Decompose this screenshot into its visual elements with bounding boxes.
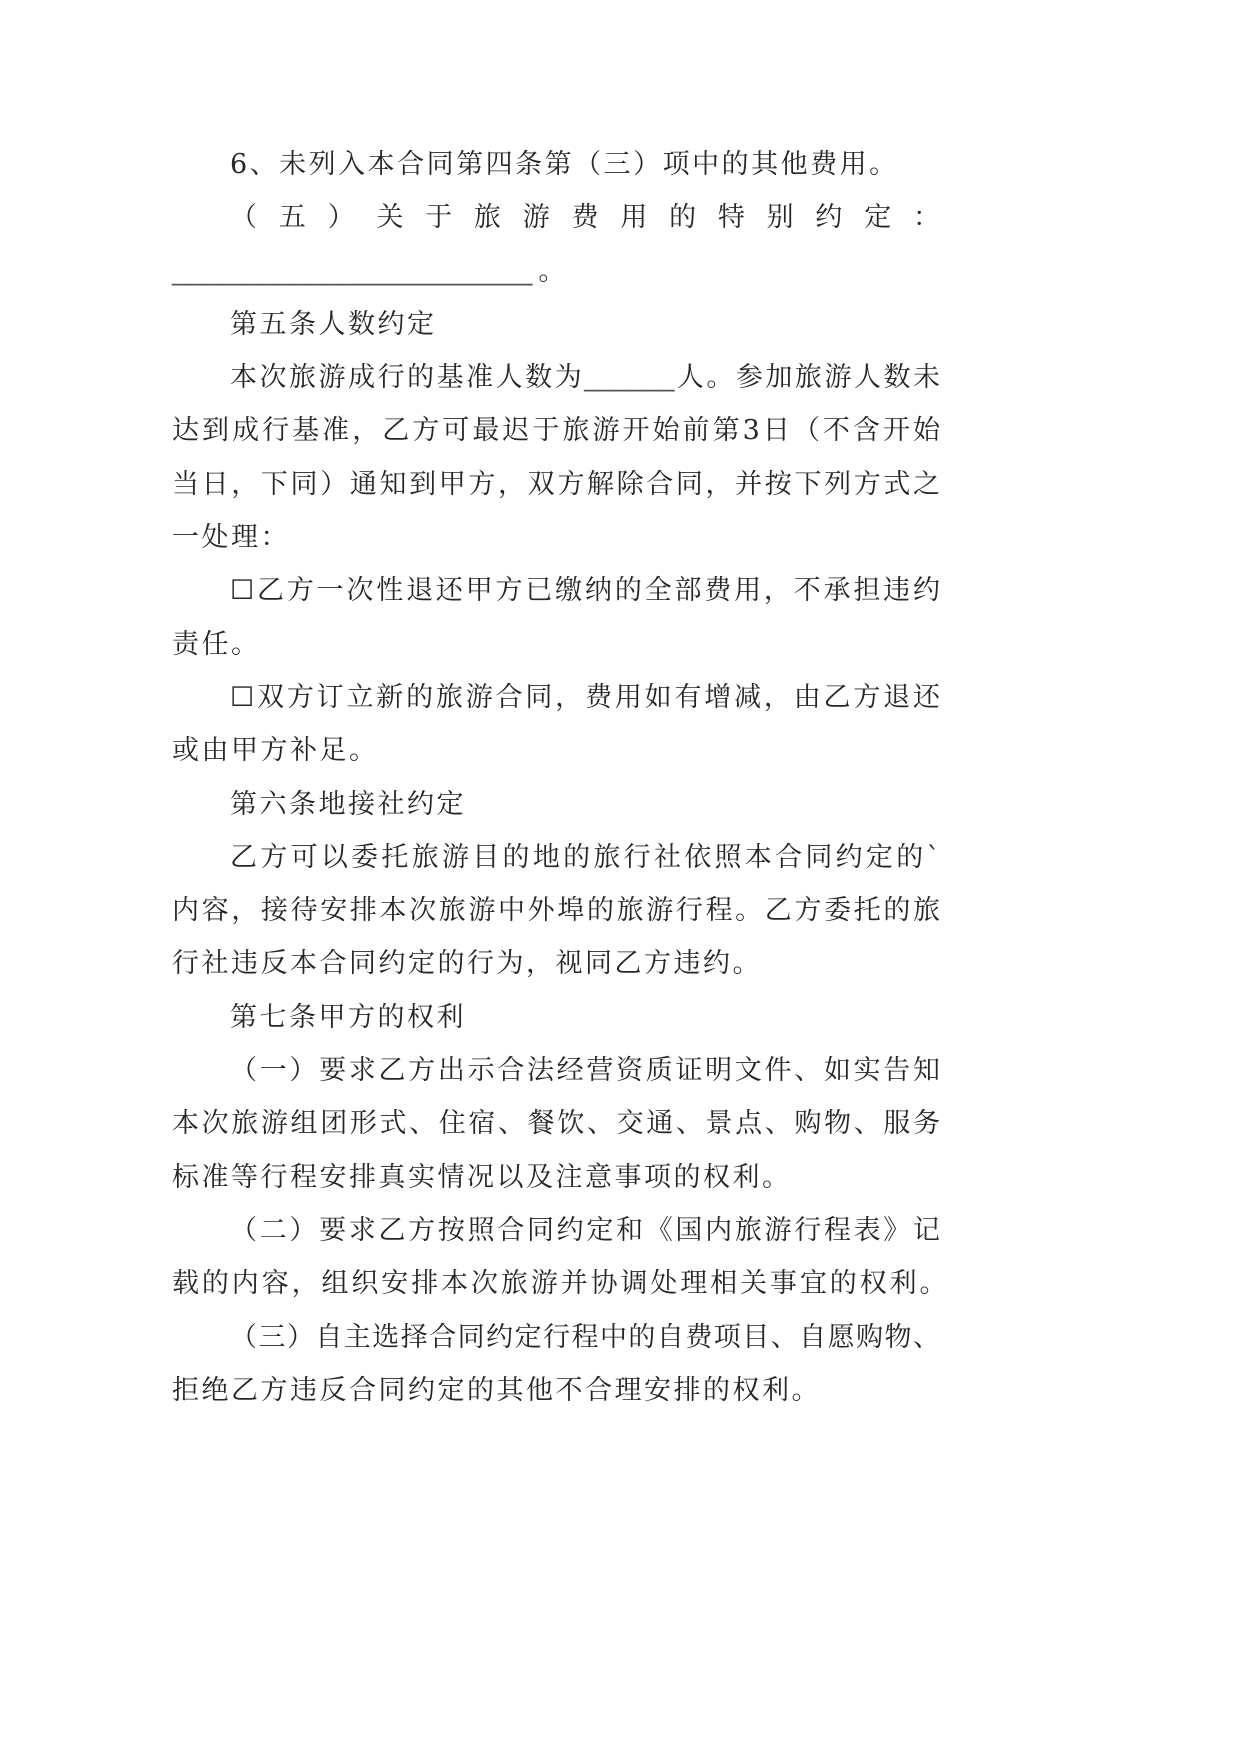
option-new-contract-line-2: 或由甲方补足。 — [172, 735, 379, 767]
option-new-contract-line-1: ☐双方订立新的旅游合同，费用如有增减，由乙方退还 — [230, 681, 940, 713]
right-1-line-3: 标准等行程安排真实情况以及注意事项的权利。 — [172, 1161, 792, 1193]
article-5-line-2: 达到成行基准，乙方可最迟于旅游开始前第3日（不含开始 — [172, 415, 940, 447]
participant-count-blank: ______ — [584, 362, 675, 393]
article-7-right-3 — [172, 1311, 940, 1418]
article-5-title: 第五条人数约定 — [230, 308, 437, 340]
article-7-right-2 — [172, 1204, 950, 1311]
article-6-line-1: 乙方可以委托旅游目的地的旅行社依照本合同约定的` — [230, 841, 940, 873]
article-6-title: 第六条地接社约定 — [230, 788, 466, 820]
fill-in-blank: ________________________ — [172, 255, 533, 286]
right-3-line-2: 拒绝乙方违反合同约定的其他不合理安排的权利。 — [172, 1374, 821, 1406]
fee-item-6-line-1: 6、未列入本合同第四条第（三）项中的其他费用。 — [230, 149, 899, 180]
right-1-line-2: 本次旅游组团形式、住宿、餐饮、交通、景点、购物、服务 — [172, 1108, 940, 1140]
article-5-line-3: 当日，下同）通知到甲方，双方解除合同，并按下列方式之 — [172, 468, 940, 500]
article-7-right-1 — [172, 1044, 940, 1204]
right-2-line-1: （二）要求乙方按照合同约定和《国内旅游行程表》记 — [230, 1214, 940, 1246]
article-6-line-2: 内容，接待安排本次旅游中外埠的旅游行程。乙方委托的旅 — [172, 895, 940, 927]
fee-item-6-paragraph — [172, 138, 940, 191]
article-5-line-1-text: 本次旅游成行的基准人数为 — [230, 362, 585, 394]
right-3-line-1: （三）自主选择合同约定行程中的自费项目、自愿购物、 — [230, 1321, 940, 1353]
period-mark: 。 — [538, 255, 568, 287]
article-5-paragraph — [172, 351, 940, 564]
fee-special-agreement-line-1: （五）关于旅游费用的特别约定： — [230, 202, 940, 234]
option-refund-line-1: ☐乙方一次性退还甲方已缴纳的全部费用，不承担违约 — [230, 575, 940, 607]
article-5-line-4: 一处理： — [172, 522, 290, 554]
fee-special-agreement-line-2 — [172, 245, 940, 298]
option-refund-line-2: 责任。 — [172, 628, 261, 660]
fee-special-agreement-paragraph — [172, 191, 940, 298]
article-6-line-3: 行社违反本合同约定的行为，视同乙方违约。 — [172, 948, 762, 980]
article-5-line-1-text-after: 人。参加旅游人数未 — [674, 362, 941, 394]
article-5-line-1 — [172, 351, 940, 404]
document-body — [172, 138, 950, 1417]
article-5-option-new-contract — [172, 671, 940, 778]
article-7-title: 第七条甲方的权利 — [230, 1001, 466, 1033]
article-6-paragraph — [172, 831, 940, 991]
right-1-line-1: （一）要求乙方出示合法经营资质证明文件、如实告知 — [230, 1055, 940, 1087]
right-2-line-2: 载的内容，组织安排本次旅游并协调处理相关事宜的权利。 — [172, 1268, 950, 1300]
article-5-option-refund — [172, 564, 940, 671]
